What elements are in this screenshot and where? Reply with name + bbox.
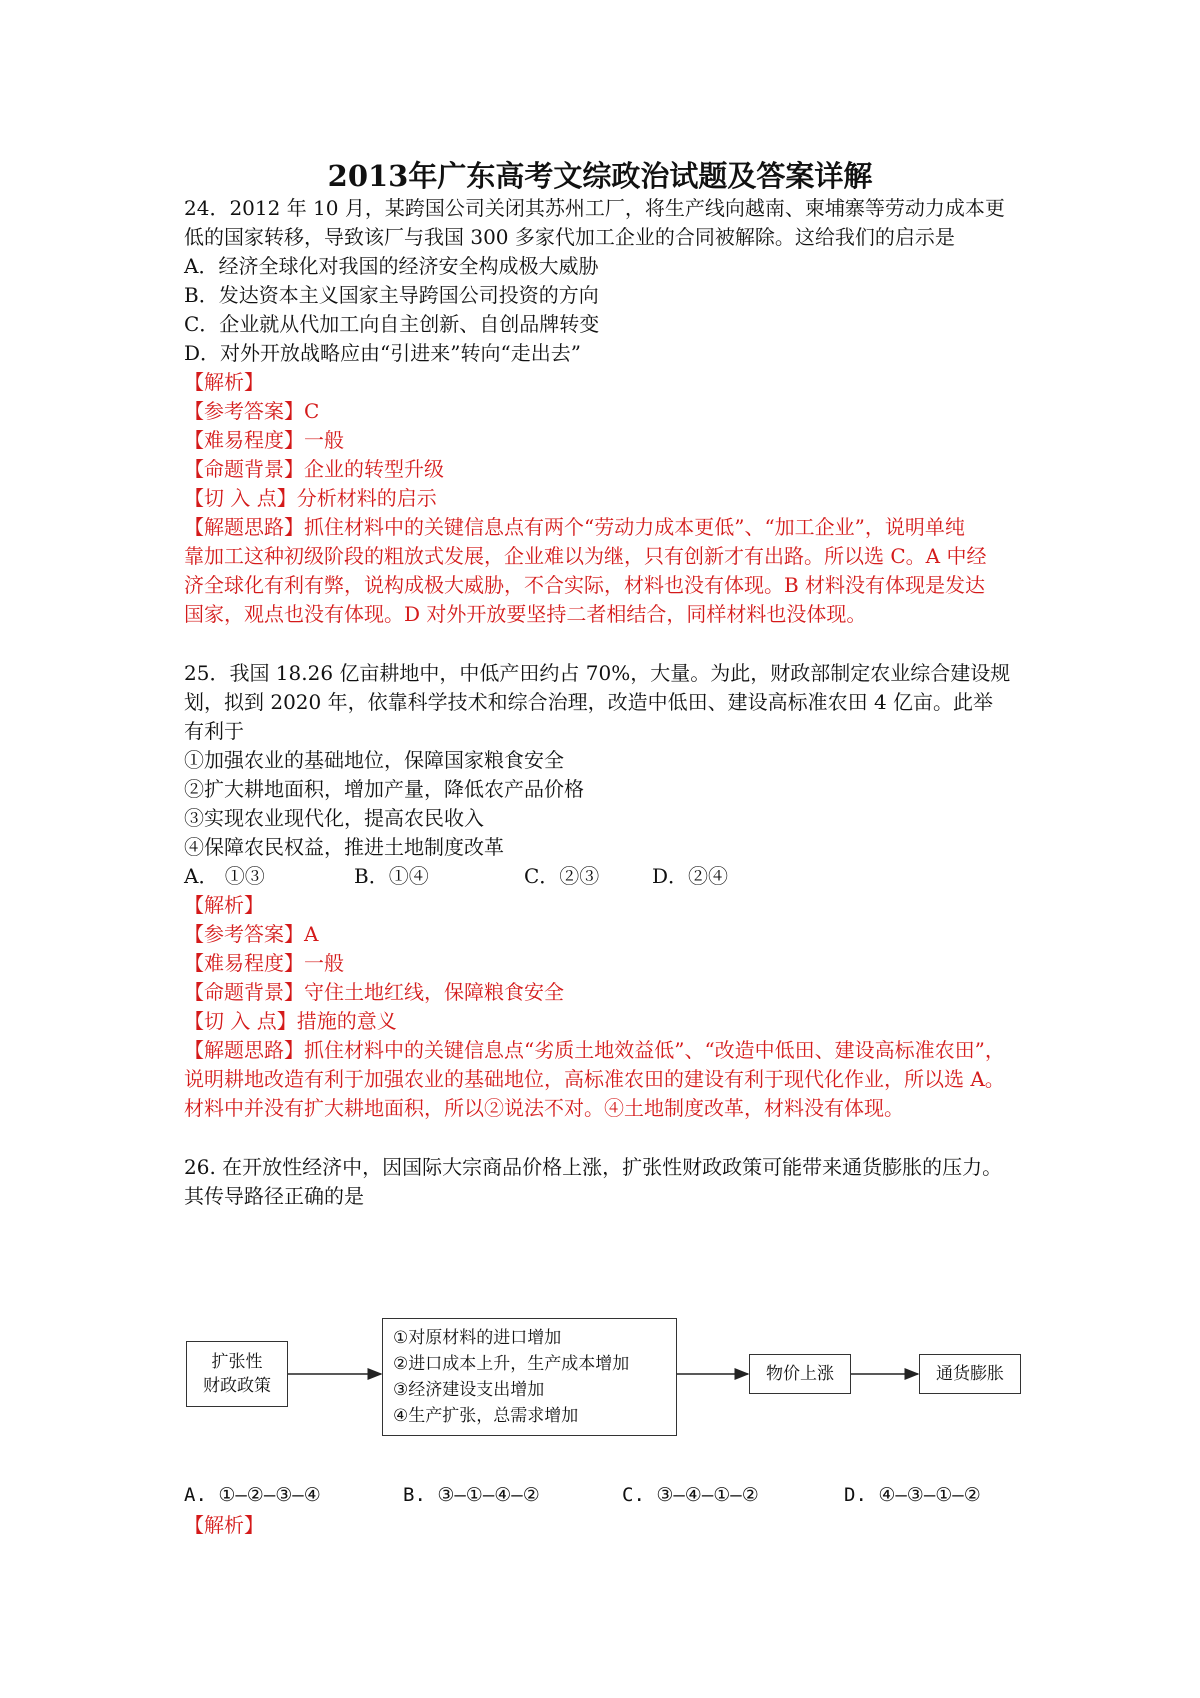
q24-option-b: B．发达资本主义国家主导跨国公司投资的方向 — [184, 283, 599, 307]
q26-option-a: A. ①—②—③—④ — [184, 1484, 321, 1506]
q24-analysis-label: 【解析】 — [184, 370, 264, 394]
q25-option-c: C．②③ — [524, 864, 600, 888]
q26-stem-line-1: 26. 在开放性经济中，因国际大宗商品价格上涨，扩张性财政政策可能带来通货膨胀的压力。 — [184, 1155, 1003, 1179]
q25-stem-line-3: 有利于 — [184, 719, 244, 743]
page-title: 2013年广东高考文综政治试题及答案详解 — [327, 159, 873, 193]
q25-thinking-line-2: 说明耕地改造有利于加强农业的基础地位，高标准农田的建设有利于现代化作业，所以选 A。 — [184, 1067, 1005, 1091]
q24-option-d: D．对外开放战略应由“引进来”转向“走出去” — [184, 341, 581, 365]
q24-answer: 【参考答案】C — [184, 399, 320, 423]
q25-item-2: ②扩大耕地面积，增加产量，降低农产品价格 — [184, 777, 584, 801]
q24-thinking-line-1: 【解题思路】抓住材料中的关键信息点有两个“劳动力成本更低”、“加工企业”，说明单纯 — [184, 515, 965, 539]
q24-background: 【命题背景】企业的转型升级 — [184, 457, 444, 481]
step-2: ②进口成本上升，生产成本增加 — [393, 1354, 630, 1374]
box-price-rise: 物价上涨 — [749, 1354, 851, 1394]
box-fiscal-policy-line-1: 扩张性 — [211, 1352, 263, 1372]
q25-item-1: ①加强农业的基础地位，保障国家粮食安全 — [184, 748, 564, 772]
q24-difficulty: 【难易程度】一般 — [184, 428, 344, 452]
q25-thinking-line-3: 材料中并没有扩大耕地面积，所以②说法不对。④土地制度改革，材料没有体现。 — [184, 1096, 904, 1120]
q25-entry-point: 【切 入 点】措施的意义 — [184, 1009, 397, 1033]
q25-item-3: ③实现农业现代化，提高农民收入 — [184, 806, 484, 830]
q26-option-d: D. ④—③—①—② — [844, 1484, 981, 1506]
q24-option-a: A．经济全球化对我国的经济安全构成极大威胁 — [184, 254, 599, 278]
box-transmission-steps — [382, 1318, 677, 1436]
box-fiscal-policy — [186, 1341, 288, 1407]
q25-background: 【命题背景】守住土地红线，保障粮食安全 — [184, 980, 564, 1004]
step-4: ④生产扩张，总需求增加 — [393, 1406, 579, 1426]
q25-thinking-line-1: 【解题思路】抓住材料中的关键信息点“劣质土地效益低”、“改造中低田、建设高标准农田”， — [184, 1038, 1005, 1062]
q25-analysis-label: 【解析】 — [184, 893, 264, 917]
box-inflation: 通货膨胀 — [919, 1354, 1021, 1394]
q24-thinking-line-2: 靠加工这种初级阶段的粗放式发展，企业难以为继，只有创新才有出路。所以选 C。A 中经 — [184, 544, 987, 568]
q25-answer: 【参考答案】A — [184, 922, 319, 946]
q26-analysis-label: 【解析】 — [184, 1513, 264, 1537]
q24-entry-point: 【切 入 点】分析材料的启示 — [184, 486, 437, 510]
q25-difficulty: 【难易程度】一般 — [184, 951, 344, 975]
q26-option-b: B. ③—①—④—② — [403, 1484, 540, 1506]
q26-option-c: C. ③—④—①—② — [622, 1484, 759, 1506]
q25-option-b: B．①④ — [354, 864, 429, 888]
step-3: ③经济建设支出增加 — [393, 1380, 545, 1400]
q25-stem-line-1: 25．我国 18.26 亿亩耕地中，中低产田约占 70%，大量。为此，财政部制定农业综合建设规 — [184, 661, 1011, 685]
q24-thinking-line-3: 济全球化有利有弊，说构成极大威胁，不合实际，材料也没有体现。B 材料没有体现是发达 — [184, 573, 986, 597]
box-fiscal-policy-line-2: 财政政策 — [203, 1376, 271, 1396]
q26-stem-line-2: 其传导路径正确的是 — [184, 1184, 364, 1208]
q24-thinking-line-4: 国家，观点也没有体现。D 对外开放要坚持二者相结合，同样材料也没体现。 — [184, 602, 867, 626]
q25-option-d: D．②④ — [652, 864, 729, 888]
q24-stem-line-2: 低的国家转移，导致该厂与我国 300 多家代加工企业的合同被解除。这给我们的启示是 — [184, 225, 955, 249]
q25-stem-line-2: 划，拟到 2020 年，依靠科学技术和综合治理，改造中低田、建设高标准农田 4 亿亩。此举 — [184, 690, 994, 714]
q25-option-a: A． ①③ — [184, 864, 265, 888]
step-1: ①对原材料的进口增加 — [393, 1328, 562, 1348]
q24-option-c: C．企业就从代加工向自主创新、自创品牌转变 — [184, 312, 600, 336]
q24-stem-line-1: 24．2012 年 10 月，某跨国公司关闭其苏州工厂，将生产线向越南、柬埔寨等劳动力成本更 — [184, 196, 1005, 220]
q25-item-4: ④保障农民权益，推进土地制度改革 — [184, 835, 504, 859]
